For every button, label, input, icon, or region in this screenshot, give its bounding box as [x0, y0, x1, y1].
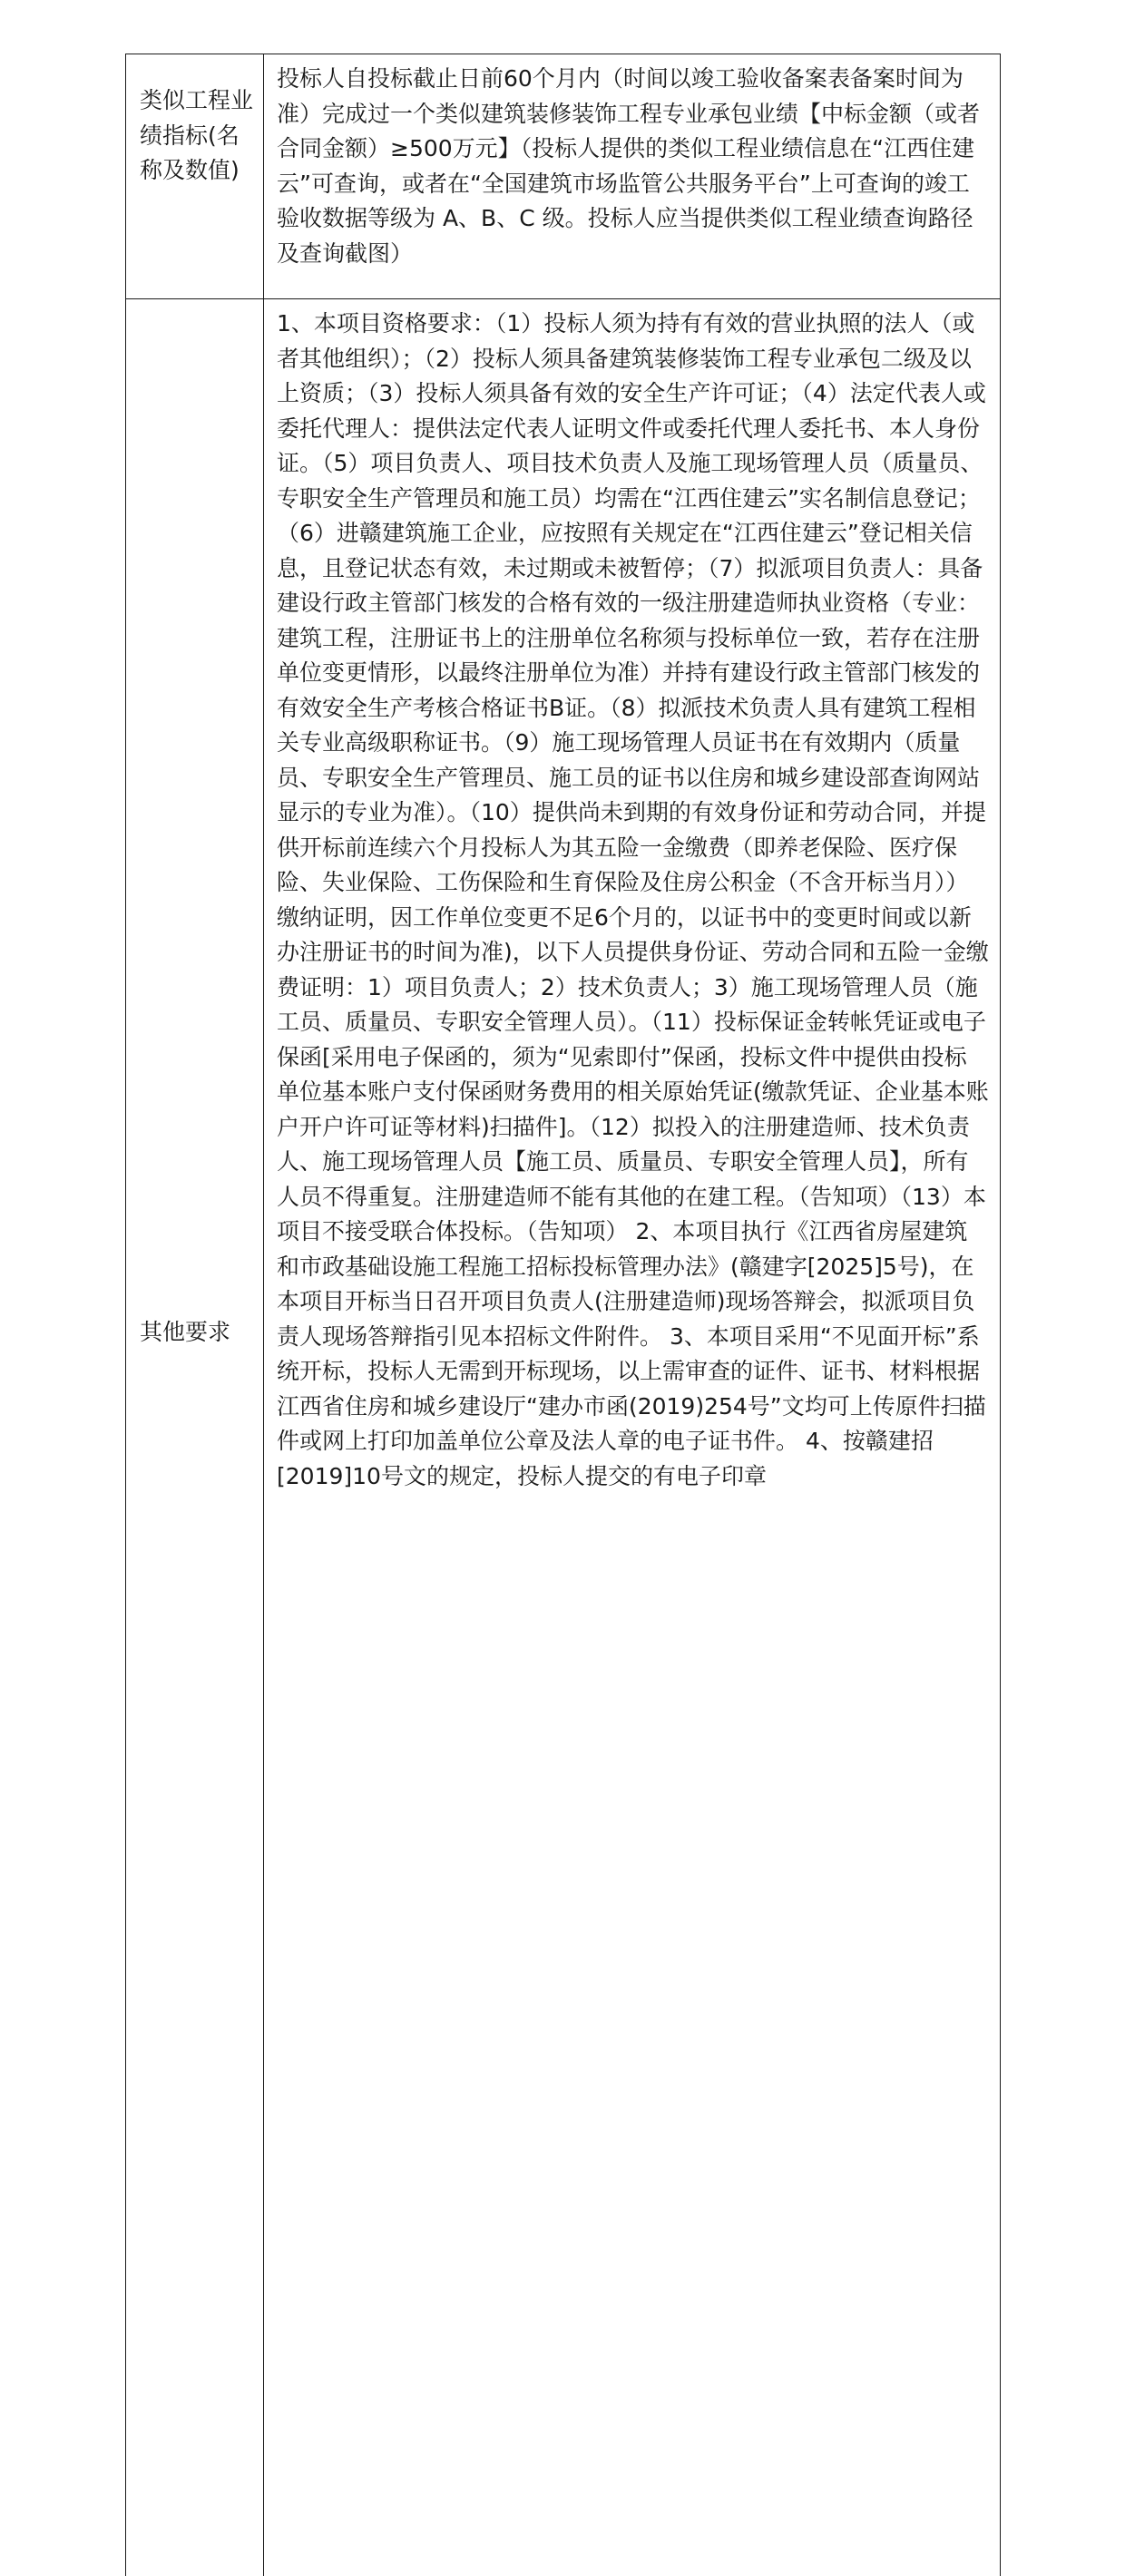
row-label: 类似工程业绩指标(名称及数值)	[126, 54, 264, 299]
requirements-table	[125, 54, 1001, 2576]
row-content: 1、本项目资格要求：（1）投标人须为持有有效的营业执照的法人（或者其他组织）；（2）投标人须具备建筑装修装饰工程专业承包二级及以上资质；（3）投标人须具备有效的安全生产许可证；（4）法定代表人或委托代理人：提供法定代表人证明文件或委托代理人委托书、本人身份证。（5）项目负责人、项目技术负责人及施工现场管理人员（质量员、专职安全生产管理员和施工员）均需在“江西住建云”实名制信息登记；（6）进赣建筑施工企业，应按照有关规定在“江西住建云”登记相关信息，且登记状态有效，未过期或未被暂停；（7）拟派项目负责人：具备建设行政主管部门核发的合格有效的一级注册建造师执业资格（专业：建筑工程，注册证书上的注册单位名称须与投标单位一致，若存在注册单位变更情形，以最终注册单位为准）并持有建设行政主管部门核发的有效安全生产考核合格证书B证。（8）拟派技术负责人具有建筑工程相关专业高级职称证书。（9）施工现场管理人员证书在有效期内（质量员、专职安全生产管理员、施工员的证书以住房和城乡建设部查询网站显示的专业为准）。（10）提供尚未到期的有效身份证和劳动合同，并提供开标前连续六个月投标人为其五险一金缴费（即养老保险、医疗保险、失业保险、工伤保险和生育保险及住房公积金（不含开标当月））缴纳证明，因工作单位变更不足6个月的，以证书中的变更时间或以新办注册证书的时间为准)，以下人员提供身份证、劳动合同和五险一金缴费证明：1）项目负责人；2）技术负责人；3）施工现场管理人员（施工员、质量员、专职安全管理人员）。（11）投标保证金转帐凭证或电子保函[采用电子保函的，须为“见索即付”保函，投标文件中提供由投标单位基本账户支付保函财务费用的相关原始凭证(缴款凭证、企业基本账户开户许可证等材料)扫描件]。（12）拟投入的注册建造师、技术负责人、施工现场管理人员【施工员、质量员、专职安全管理人员】，所有人员不得重复。注册建造师不能有其他的在建工程。（告知项）（13）本项目不接受联合体投标。（告知项） 2、本项目执行《江西省房屋建筑和市政基础设施工程施工招标投标管理办法》(赣建字[2025]5号)，在本项目开标当日召开项目负责人(注册建造师)现场答辩会，拟派项目负责人现场答辩指引见本招标文件附件。 3、本项目采用“不见面开标”系统开标，投标人无需到开标现场，以上需审查的证件、证书、材料根据江西省住房和城乡建设厅“建办市函(2019)254号”文均可上传原件扫描件或网上打印加盖单位公章及法人章的电子证书件。 4、按赣建招[2019]10号文的规定，投标人提交的有电子印章	[264, 299, 1001, 2576]
table-row	[126, 299, 1001, 2576]
row-label: 其他要求	[126, 299, 264, 2576]
row-content: 投标人自投标截止日前60个月内（时间以竣工验收备案表备案时间为准）完成过一个类似建筑装修装饰工程专业承包业绩【中标金额（或者合同金额）≥500万元】（投标人提供的类似工程业绩信息在“江西住建云”可查询，或者在“全国建筑市场监管公共服务平台”上可查询的竣工验收数据等级为 A、B、C 级。投标人应当提供类似工程业绩查询路径及查询截图）	[264, 54, 1001, 299]
table-row	[126, 54, 1001, 299]
